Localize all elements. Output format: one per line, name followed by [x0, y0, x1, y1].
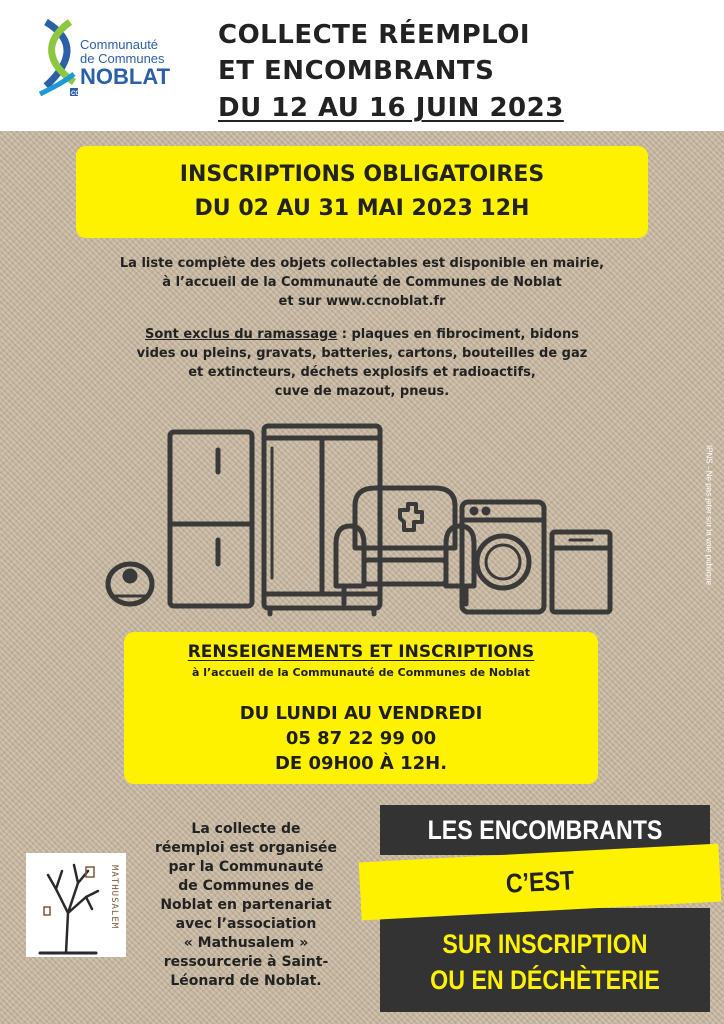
- robot-vacuum-icon: [108, 564, 152, 604]
- renseignements-subtitle: à l’accueil de la Communauté de Communes de Noblat: [191, 666, 530, 679]
- info-line-1: La liste complète des objets collectables est disponible en mairie,: [119, 256, 605, 271]
- exclusions-line-2: vides ou pleins, gravats, batteries, cartons, bouteilles de gaz: [136, 346, 588, 361]
- org-line: avec l’association: [175, 916, 317, 932]
- exclusions-paragraph: [40, 325, 684, 401]
- ipns-text: IPNS - Ne pas jeter sur la voie publique: [704, 444, 714, 586]
- dishwasher-icon: [552, 532, 610, 612]
- slogan-line-3: SUR INSCRIPTION: [442, 929, 648, 959]
- exclusions-label: Sont exclus du ramassage: [145, 327, 338, 342]
- exclusions-line-3: et extincteurs, déchets explosifs et radioactifs,: [188, 365, 536, 380]
- logo-line-2: de Communes: [80, 51, 165, 66]
- renseignements-days: DU LUNDI AU VENDREDI: [239, 703, 483, 724]
- renseignements-hours: DE 09H00 À 12H.: [274, 753, 448, 774]
- slogan-line-4: OU EN DÉCHÈTERIE: [430, 965, 660, 995]
- exclusions-line-1: : plaques en fibrociment, bidons: [337, 327, 579, 342]
- ipns-note: [700, 400, 718, 630]
- org-line: ressourcerie à Saint-: [163, 954, 329, 970]
- logo-line-3: NOBLAT: [80, 64, 171, 89]
- renseignements-title: RENSEIGNEMENTS ET INSCRIPTIONS: [187, 642, 535, 662]
- armchair-icon: [336, 488, 474, 604]
- title-line-2: ET ENCOMBRANTS: [218, 56, 495, 86]
- header: [0, 0, 724, 131]
- title-dates: DU 12 AU 16 JUIN 2023: [218, 93, 564, 123]
- renseignements-phone: 05 87 22 99 00: [285, 728, 437, 749]
- org-line: Léonard de Noblat.: [170, 973, 322, 989]
- logo-line-1: Communauté: [80, 37, 159, 52]
- mathusalem-logo-icon: [26, 853, 126, 957]
- fridge-icon: [170, 432, 252, 606]
- slogan-line-2: C’EST: [505, 865, 575, 899]
- info-line-3: et sur www.ccnoblat.fr: [278, 294, 446, 309]
- info-paragraph: [40, 254, 684, 311]
- org-line: Noblat en partenariat: [160, 897, 332, 913]
- org-line: de Communes de: [178, 878, 314, 894]
- slogan-line-1: LES ENCOMBRANTS: [427, 815, 663, 845]
- org-line: par la Communauté: [168, 859, 324, 875]
- org-line: réemploi est organisée: [154, 840, 338, 856]
- org-line: La collecte de: [191, 821, 301, 837]
- inscriptions-dates: DU 02 AU 31 MAI 2023 12H: [194, 196, 530, 221]
- title-line-1: COLLECTE RÉEMPLOI: [218, 20, 531, 50]
- inscriptions-box: [76, 146, 648, 238]
- org-line: « Mathusalem »: [183, 935, 309, 951]
- inscriptions-title: INSCRIPTIONS OBLIGATOIRES: [179, 162, 545, 187]
- svg-text:MATHUSALEM: MATHUSALEM: [109, 865, 119, 930]
- logo-text: [80, 38, 170, 88]
- exclusions-line-4: cuve de mazout, pneus.: [274, 384, 450, 399]
- renseignements-box: [124, 632, 598, 784]
- organisation-text: [146, 820, 346, 991]
- slogan-box-bottom: [380, 908, 710, 1012]
- appliances-illustration: [100, 418, 620, 618]
- info-line-2: à l’accueil de la Communauté de Communes de Noblat: [162, 275, 562, 290]
- svg-text:CC: CC: [71, 91, 80, 97]
